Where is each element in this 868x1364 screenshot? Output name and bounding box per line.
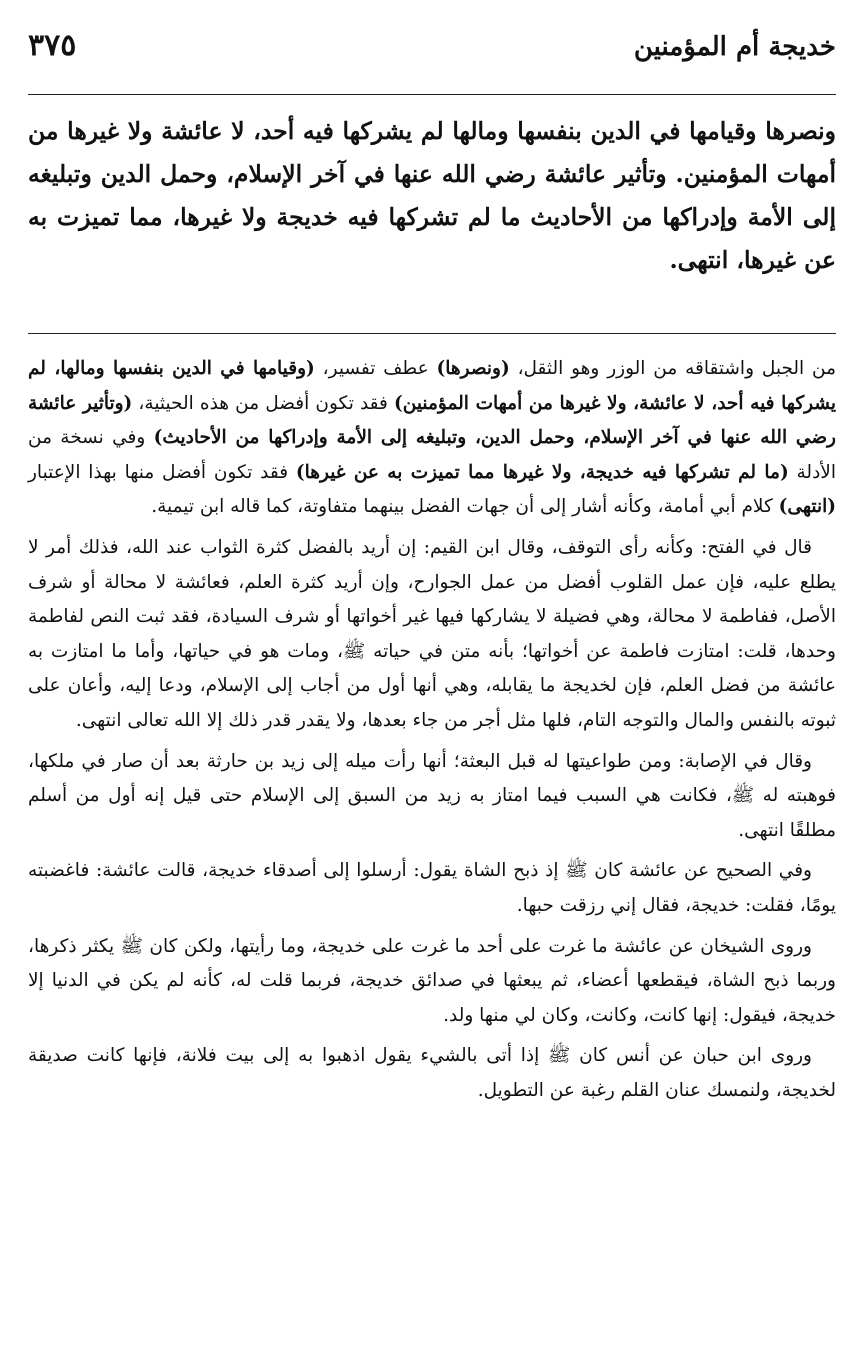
commentary-text: من الجبل واشتقاقه من الوزر وهو الثقل، — [509, 358, 836, 379]
header-rule — [28, 94, 836, 95]
commentary-text: وفي نسخة من الأدلة — [28, 427, 836, 483]
commentary-paragraph-6: وروى ابن حبان عن أنس كان ﷺ إذا أتى بالشيء يقول اذهبوا به إلى بيت فلانة، فإنها كانت صديقة لخديجة، ولنمسك عنان القلم رغبة عن التطويل. — [28, 1045, 836, 1101]
quoted-text: (انتهى) — [778, 496, 836, 518]
main-paragraph: ونصرها وقيامها في الدين بنفسها ومالها لم يشركها فيه أحد، لا عائشة ولا غيرها من أمهات المؤمنين. وتأثير عائشة رضي الله عنها في آخر الإسلام، وحمل الدين وتبليغه إلى الأمة وإدراكها من الأحاديث ما لم تشركها فيه خديجة ولا غيرها، مما تميزت به عن غيرها، انتهى. — [28, 117, 836, 274]
quoted-text: (ما لم تشركها فيه خديجة، ولا غيرها مما تميزت به عن غيرها) — [295, 461, 789, 483]
commentary-paragraph-5: وروى الشيخان عن عائشة ما غرت على أحد ما غرت على خديجة، وما رأيتها، ولكن كان ﷺ يكثر ذكرها، وربما ذبح الشاة، فيقطعها أعضاء، ثم يبعثها في صدائق خديجة، فربما قلت له، كأنه لم يكن في الدنيا إلا خديجة، فيقول: إنها كانت، وكانت، وكان لي منها ولد. — [28, 935, 836, 1026]
commentary-text: عطف تفسير، — [314, 358, 437, 379]
main-text — [28, 110, 836, 282]
page-header — [28, 26, 836, 78]
commentary-paragraph-1 — [28, 352, 836, 525]
commentary-text: فقد تكون أفضل من هذه الحيثية، — [132, 392, 394, 414]
page-number: ٣٧٥ — [28, 28, 77, 63]
commentary — [28, 352, 836, 1114]
commentary-text: فقد تكون أفضل منها بهذا الإعتبار — [28, 461, 296, 483]
commentary-text: كلام أبي أمامة، وكأنه أشار إلى أن جهات الفضل بينهما متفاوتة، كما قاله ابن تيمية. — [151, 496, 779, 518]
commentary-paragraph-4: وفي الصحيح عن عائشة كان ﷺ إذ ذبح الشاة يقول: أرسلوا إلى أصدقاء خديجة، قالت عائشة: فاغضبته يومًا، فقلت: خديجة، فقال إني رزقت حبها. — [28, 860, 836, 916]
quoted-text: (وتأثير عائشة رضي الله عنها في آخر الإسلام، وحمل الدين، وتبليغه إلى الأمة وإدراكها من الأحاديث) — [28, 392, 836, 449]
quoted-text: (وقيامها في الدين بنفسها ومالها، لم يشركها فيه أحد، لا عائشة، ولا غيرها من أمهات المؤمنين) — [28, 358, 836, 414]
footnote-rule — [28, 333, 836, 334]
commentary-paragraph-3: وقال في الإصابة: ومن طواعيتها له قبل البعثة؛ أنها رأت ميله إلى زيد بن حارثة بعد أن صار في ملكها، فوهبته له ﷺ، فكانت هي السبب فيما امتاز به زيد من السبق إلى الإسلام حتى قيل إنه أول من أسلم مطلقًا انتهى. — [28, 750, 836, 841]
quoted-text: (ونصرها) — [436, 358, 510, 379]
running-title: خديجة أم المؤمنين — [633, 32, 836, 62]
commentary-paragraph-2: قال في الفتح: وكأنه رأى التوقف، وقال ابن القيم: إن أريد بالفضل كثرة الثواب عند الله، فذلك أمر لا يطلع عليه، فإن عمل القلوب أفضل من عمل الجوارح، وإن أريد كثرة العلم، فعائشة لا محالة أو شرف الأصل، ففاطمة لا محالة، وهي فضيلة لا يشاركها فيها غير أخواتها أو شرف السيادة، فقد ثبت النص لفاطمة وحدها، قلت: امتازت فاطمة عن أخواتها؛ بأنه متن في حياته ﷺ، ومات هو في حياتها، وأما ما امتازت به عائشة من فضل العلم، فإن لخديجة ما يقابله، وهي أنها أول من أجاب إلى الإسلام، ودعا إليه، وأعان على ثبوته بالنفس والمال والتوجه التام، فلها مثل أجر من جاء بعدها، ولا يقدر قدر ذلك إلا الله تعالى انتهى. — [28, 536, 836, 731]
